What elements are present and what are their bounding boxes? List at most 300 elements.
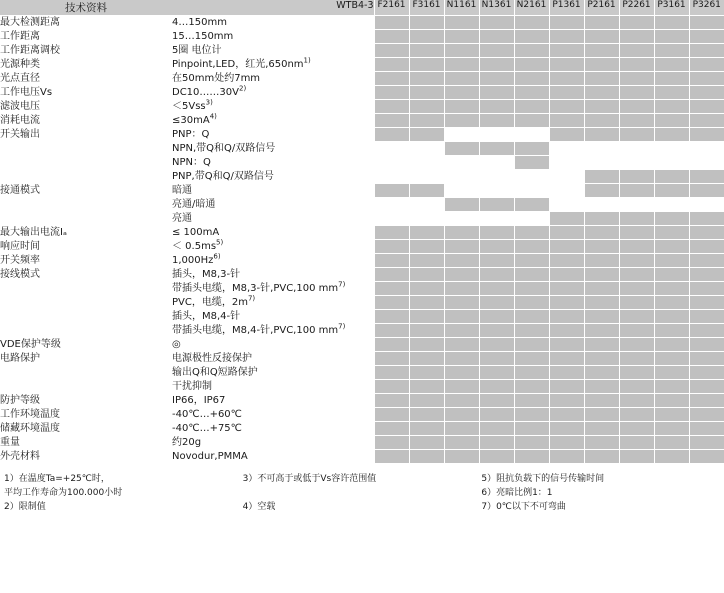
row-value <box>172 352 374 366</box>
availability-cell-filled <box>654 72 689 86</box>
row-value-text: ＜ 0.5ms <box>172 241 217 252</box>
column-header-1: F3161 <box>409 0 444 16</box>
availability-cell-filled <box>654 16 689 30</box>
row-value-text: ≤30mA <box>172 115 210 126</box>
availability-cell-filled <box>689 170 724 184</box>
column-header-7: P2261 <box>619 0 654 16</box>
row-value <box>172 100 374 114</box>
availability-cell-filled <box>479 30 514 44</box>
availability-cell-empty <box>444 156 479 170</box>
availability-cell-filled <box>444 422 479 436</box>
availability-cell-filled <box>549 30 584 44</box>
table-row <box>0 198 724 212</box>
availability-cell-filled <box>619 86 654 100</box>
row-value <box>172 86 374 100</box>
availability-cell-filled <box>584 380 619 394</box>
availability-cell-empty <box>689 156 724 170</box>
availability-cell-filled <box>654 352 689 366</box>
availability-cell-filled <box>479 380 514 394</box>
availability-cell-filled <box>514 268 549 282</box>
availability-cell-empty <box>479 170 514 184</box>
availability-cell-filled <box>689 450 724 464</box>
availability-cell-filled <box>479 16 514 30</box>
footnote-line: 1）在温度Ta=+25℃时， <box>4 474 110 484</box>
availability-cell-filled <box>409 296 444 310</box>
availability-cell-filled <box>374 408 409 422</box>
availability-cell-filled <box>374 16 409 30</box>
table-header-row <box>0 0 724 16</box>
availability-cell-filled <box>444 226 479 240</box>
row-value <box>172 240 374 254</box>
table-body <box>0 16 724 464</box>
availability-cell-filled <box>409 380 444 394</box>
availability-cell-filled <box>444 366 479 380</box>
availability-cell-filled <box>374 338 409 352</box>
availability-cell-filled <box>549 324 584 338</box>
availability-cell-filled <box>479 58 514 72</box>
availability-cell-filled <box>549 44 584 58</box>
row-value <box>172 16 374 30</box>
row-value <box>172 72 374 86</box>
row-value-text: 暗通 <box>172 185 192 196</box>
table-row <box>0 408 724 422</box>
availability-cell-filled <box>584 72 619 86</box>
availability-cell-filled <box>654 450 689 464</box>
row-value <box>172 282 374 296</box>
footnote-marker: 2) <box>238 84 247 93</box>
row-label: 工作电压Vs <box>0 86 172 100</box>
availability-cell-filled <box>444 58 479 72</box>
availability-cell-filled <box>549 450 584 464</box>
row-value-text: 插头，M8,3-针 <box>172 269 241 280</box>
availability-cell-filled <box>514 86 549 100</box>
availability-cell-filled <box>654 268 689 282</box>
availability-cell-filled <box>689 436 724 450</box>
row-value <box>172 128 374 142</box>
availability-cell-filled <box>444 198 479 212</box>
table-row <box>0 128 724 142</box>
availability-cell-filled <box>409 44 444 58</box>
availability-cell-filled <box>374 310 409 324</box>
availability-cell-filled <box>654 338 689 352</box>
availability-cell-empty <box>549 170 584 184</box>
availability-cell-filled <box>374 450 409 464</box>
availability-cell-filled <box>479 142 514 156</box>
availability-cell-filled <box>619 450 654 464</box>
availability-cell-filled <box>584 324 619 338</box>
availability-cell-filled <box>584 450 619 464</box>
availability-cell-empty <box>444 170 479 184</box>
availability-cell-filled <box>654 86 689 100</box>
row-value-text: -40℃…+60℃ <box>172 409 242 420</box>
row-value <box>172 170 374 184</box>
availability-cell-filled <box>619 422 654 436</box>
availability-cell-empty <box>409 170 444 184</box>
availability-cell-filled <box>584 128 619 142</box>
availability-cell-filled <box>514 156 549 170</box>
table-row <box>0 254 724 268</box>
availability-cell-filled <box>689 296 724 310</box>
availability-cell-filled <box>409 394 444 408</box>
availability-cell-empty <box>549 156 584 170</box>
availability-cell-filled <box>654 100 689 114</box>
row-value <box>172 226 374 240</box>
availability-cell-filled <box>479 436 514 450</box>
table-row <box>0 394 724 408</box>
availability-cell-empty <box>514 212 549 226</box>
availability-cell-empty <box>549 142 584 156</box>
availability-cell-empty <box>619 142 654 156</box>
row-label <box>0 198 172 212</box>
availability-cell-filled <box>549 212 584 226</box>
availability-cell-filled <box>479 338 514 352</box>
availability-cell-empty <box>374 170 409 184</box>
availability-cell-filled <box>514 310 549 324</box>
availability-cell-filled <box>479 44 514 58</box>
column-header-5: P1361 <box>549 0 584 16</box>
availability-cell-filled <box>374 422 409 436</box>
availability-cell-filled <box>619 212 654 226</box>
availability-cell-filled <box>549 58 584 72</box>
table-row <box>0 366 724 380</box>
availability-cell-filled <box>549 226 584 240</box>
availability-cell-filled <box>444 338 479 352</box>
column-header-9: P3261 <box>689 0 724 16</box>
availability-cell-filled <box>479 268 514 282</box>
row-label: 重量 <box>0 436 172 450</box>
row-value <box>172 212 374 226</box>
availability-cell-empty <box>374 156 409 170</box>
availability-cell-filled <box>479 282 514 296</box>
availability-cell-filled <box>374 282 409 296</box>
availability-cell-filled <box>374 58 409 72</box>
availability-cell-filled <box>584 268 619 282</box>
page-title: 技术资料 <box>0 0 172 16</box>
row-label <box>0 324 172 338</box>
footnote-marker: 7) <box>338 280 346 289</box>
availability-cell-filled <box>619 408 654 422</box>
availability-cell-filled <box>654 212 689 226</box>
availability-cell-filled <box>584 58 619 72</box>
table-row <box>0 184 724 198</box>
availability-cell-filled <box>689 324 724 338</box>
footnote-line: 3）不可高于或低于Vs容许范围值 <box>242 474 377 484</box>
table-row <box>0 324 724 338</box>
table-row <box>0 86 724 100</box>
row-label <box>0 296 172 310</box>
availability-cell-filled <box>654 366 689 380</box>
availability-cell-filled <box>654 184 689 198</box>
availability-cell-filled <box>654 254 689 268</box>
table-row <box>0 114 724 128</box>
table-row <box>0 436 724 450</box>
row-label: 响应时间 <box>0 240 172 254</box>
table-row <box>0 422 724 436</box>
table-row <box>0 310 724 324</box>
availability-cell-filled <box>444 240 479 254</box>
row-value-text: 约20g <box>172 437 202 448</box>
availability-cell-filled <box>654 58 689 72</box>
availability-cell-filled <box>514 422 549 436</box>
row-value-text: IP66，IP67 <box>172 395 226 406</box>
availability-cell-filled <box>549 86 584 100</box>
row-value <box>172 58 374 72</box>
availability-cell-filled <box>584 240 619 254</box>
availability-cell-filled <box>409 282 444 296</box>
availability-cell-filled <box>549 100 584 114</box>
availability-cell-filled <box>654 408 689 422</box>
row-value <box>172 422 374 436</box>
availability-cell-filled <box>549 338 584 352</box>
availability-cell-empty <box>549 198 584 212</box>
availability-cell-filled <box>689 422 724 436</box>
availability-cell-filled <box>444 380 479 394</box>
table-row <box>0 352 724 366</box>
availability-cell-filled <box>479 450 514 464</box>
availability-cell-filled <box>479 366 514 380</box>
table-row <box>0 156 724 170</box>
availability-cell-filled <box>654 422 689 436</box>
availability-cell-filled <box>409 268 444 282</box>
availability-cell-filled <box>689 114 724 128</box>
row-value <box>172 436 374 450</box>
availability-cell-filled <box>514 366 549 380</box>
availability-cell-filled <box>444 254 479 268</box>
row-label: 接通模式 <box>0 184 172 198</box>
availability-cell-filled <box>654 282 689 296</box>
availability-cell-filled <box>689 366 724 380</box>
footnote-line: 平均工作寿命为100.000小时 <box>4 488 123 498</box>
availability-cell-filled <box>409 450 444 464</box>
availability-cell-filled <box>444 408 479 422</box>
row-label <box>0 212 172 226</box>
row-label <box>0 282 172 296</box>
availability-cell-filled <box>689 30 724 44</box>
availability-cell-filled <box>479 254 514 268</box>
availability-cell-filled <box>444 324 479 338</box>
availability-cell-filled <box>479 72 514 86</box>
availability-cell-filled <box>409 226 444 240</box>
availability-cell-filled <box>619 338 654 352</box>
availability-cell-filled <box>549 366 584 380</box>
availability-cell-filled <box>514 282 549 296</box>
availability-cell-filled <box>374 72 409 86</box>
row-value <box>172 450 374 464</box>
availability-cell-filled <box>654 324 689 338</box>
availability-cell-filled <box>654 380 689 394</box>
availability-cell-filled <box>654 114 689 128</box>
availability-cell-filled <box>374 352 409 366</box>
availability-cell-filled <box>619 72 654 86</box>
availability-cell-filled <box>479 394 514 408</box>
row-value <box>172 268 374 282</box>
availability-cell-filled <box>584 170 619 184</box>
availability-cell-filled <box>409 338 444 352</box>
row-label: 最大检测距离 <box>0 16 172 30</box>
footnote-line: 7）0℃以下不可弯曲 <box>481 502 566 512</box>
availability-cell-filled <box>374 240 409 254</box>
availability-cell-filled <box>584 408 619 422</box>
availability-cell-filled <box>444 72 479 86</box>
row-value <box>172 114 374 128</box>
row-label: VDE保护等级 <box>0 338 172 352</box>
availability-cell-filled <box>654 436 689 450</box>
availability-cell-filled <box>584 86 619 100</box>
availability-cell-filled <box>409 254 444 268</box>
availability-cell-filled <box>514 58 549 72</box>
availability-cell-filled <box>409 100 444 114</box>
column-header-3: N1361 <box>479 0 514 16</box>
availability-cell-filled <box>689 408 724 422</box>
availability-cell-filled <box>619 128 654 142</box>
availability-cell-filled <box>689 128 724 142</box>
availability-cell-filled <box>514 44 549 58</box>
availability-cell-filled <box>514 100 549 114</box>
availability-cell-filled <box>444 394 479 408</box>
availability-cell-filled <box>479 296 514 310</box>
column-header-4: N2161 <box>514 0 549 16</box>
availability-cell-filled <box>584 226 619 240</box>
row-value-text: ◎ <box>172 339 181 350</box>
availability-cell-filled <box>689 352 724 366</box>
row-label: 储藏环境温度 <box>0 422 172 436</box>
availability-cell-filled <box>584 366 619 380</box>
row-value-text: 电源极性反接保护 <box>172 353 252 364</box>
availability-cell-filled <box>689 72 724 86</box>
availability-cell-filled <box>584 436 619 450</box>
availability-cell-filled <box>374 86 409 100</box>
row-label: 滤波电压 <box>0 100 172 114</box>
availability-cell-filled <box>619 114 654 128</box>
row-label: 最大输出电流Iₐ <box>0 226 172 240</box>
availability-cell-empty <box>374 198 409 212</box>
table-row <box>0 240 724 254</box>
availability-cell-filled <box>409 184 444 198</box>
availability-cell-filled <box>444 436 479 450</box>
availability-cell-empty <box>549 184 584 198</box>
footnote-marker: 7) <box>338 322 346 331</box>
availability-cell-empty <box>444 212 479 226</box>
availability-cell-empty <box>409 156 444 170</box>
availability-cell-filled <box>479 240 514 254</box>
availability-cell-filled <box>654 30 689 44</box>
availability-cell-filled <box>409 240 444 254</box>
availability-cell-empty <box>479 184 514 198</box>
availability-cell-filled <box>584 16 619 30</box>
column-header-8: P3161 <box>654 0 689 16</box>
row-label: 电路保护 <box>0 352 172 366</box>
availability-cell-filled <box>514 450 549 464</box>
availability-cell-empty <box>619 198 654 212</box>
availability-cell-filled <box>514 338 549 352</box>
availability-cell-empty <box>584 198 619 212</box>
availability-cell-filled <box>549 296 584 310</box>
availability-cell-filled <box>514 324 549 338</box>
availability-cell-filled <box>409 408 444 422</box>
row-value-text: 5圈 电位计 <box>172 45 222 56</box>
row-value-text: NPN,带Q和Q/双路信号 <box>172 143 276 154</box>
availability-cell-filled <box>619 30 654 44</box>
availability-cell-filled <box>444 44 479 58</box>
availability-cell-filled <box>549 128 584 142</box>
availability-cell-filled <box>409 58 444 72</box>
row-value <box>172 30 374 44</box>
availability-cell-empty <box>409 212 444 226</box>
availability-cell-empty <box>689 198 724 212</box>
availability-cell-filled <box>549 240 584 254</box>
availability-cell-filled <box>479 100 514 114</box>
row-label <box>0 170 172 184</box>
availability-cell-filled <box>549 72 584 86</box>
availability-cell-filled <box>549 16 584 30</box>
availability-cell-filled <box>374 44 409 58</box>
availability-cell-filled <box>409 366 444 380</box>
table-row <box>0 380 724 394</box>
availability-cell-filled <box>689 310 724 324</box>
availability-cell-filled <box>584 114 619 128</box>
availability-cell-filled <box>374 366 409 380</box>
row-label <box>0 366 172 380</box>
row-value-text: Novodur,PMMA <box>172 451 248 462</box>
row-value-text: PNP,带Q和Q/双路信号 <box>172 171 274 182</box>
table-row <box>0 58 724 72</box>
availability-cell-filled <box>654 226 689 240</box>
table-row <box>0 226 724 240</box>
availability-cell-filled <box>549 268 584 282</box>
footnote-line: 5）阻抗负载下的信号传输时间 <box>481 474 605 484</box>
availability-cell-filled <box>584 338 619 352</box>
row-label <box>0 310 172 324</box>
footnote-line: 2）限制值 <box>4 502 46 512</box>
availability-cell-filled <box>584 296 619 310</box>
table-row <box>0 282 724 296</box>
footnotes-column-2 <box>243 472 482 514</box>
availability-cell-filled <box>444 16 479 30</box>
row-value-text: ＜5Vss <box>172 101 206 112</box>
model-label: WTB4-3 <box>172 0 374 16</box>
availability-cell-filled <box>409 324 444 338</box>
availability-cell-filled <box>514 198 549 212</box>
availability-cell-filled <box>619 184 654 198</box>
availability-cell-empty <box>654 156 689 170</box>
column-header-2: N1161 <box>444 0 479 16</box>
availability-cell-filled <box>654 310 689 324</box>
availability-cell-filled <box>514 296 549 310</box>
availability-cell-filled <box>689 212 724 226</box>
availability-cell-filled <box>549 394 584 408</box>
availability-cell-filled <box>549 254 584 268</box>
table-row <box>0 338 724 352</box>
footnote-line: 6）亮暗比例1：1 <box>481 488 553 498</box>
availability-cell-filled <box>689 44 724 58</box>
table-row <box>0 296 724 310</box>
availability-cell-empty <box>444 184 479 198</box>
availability-cell-filled <box>619 366 654 380</box>
row-label: 消耗电流 <box>0 114 172 128</box>
availability-cell-filled <box>479 114 514 128</box>
availability-cell-filled <box>689 58 724 72</box>
row-value-text: PNP：Q <box>172 129 210 140</box>
row-value-text: 15…150mm <box>172 31 234 42</box>
row-value <box>172 394 374 408</box>
availability-cell-empty <box>444 128 479 142</box>
availability-cell-filled <box>549 310 584 324</box>
availability-cell-filled <box>689 184 724 198</box>
availability-cell-filled <box>409 86 444 100</box>
table-row <box>0 30 724 44</box>
availability-cell-filled <box>444 296 479 310</box>
row-label <box>0 156 172 170</box>
